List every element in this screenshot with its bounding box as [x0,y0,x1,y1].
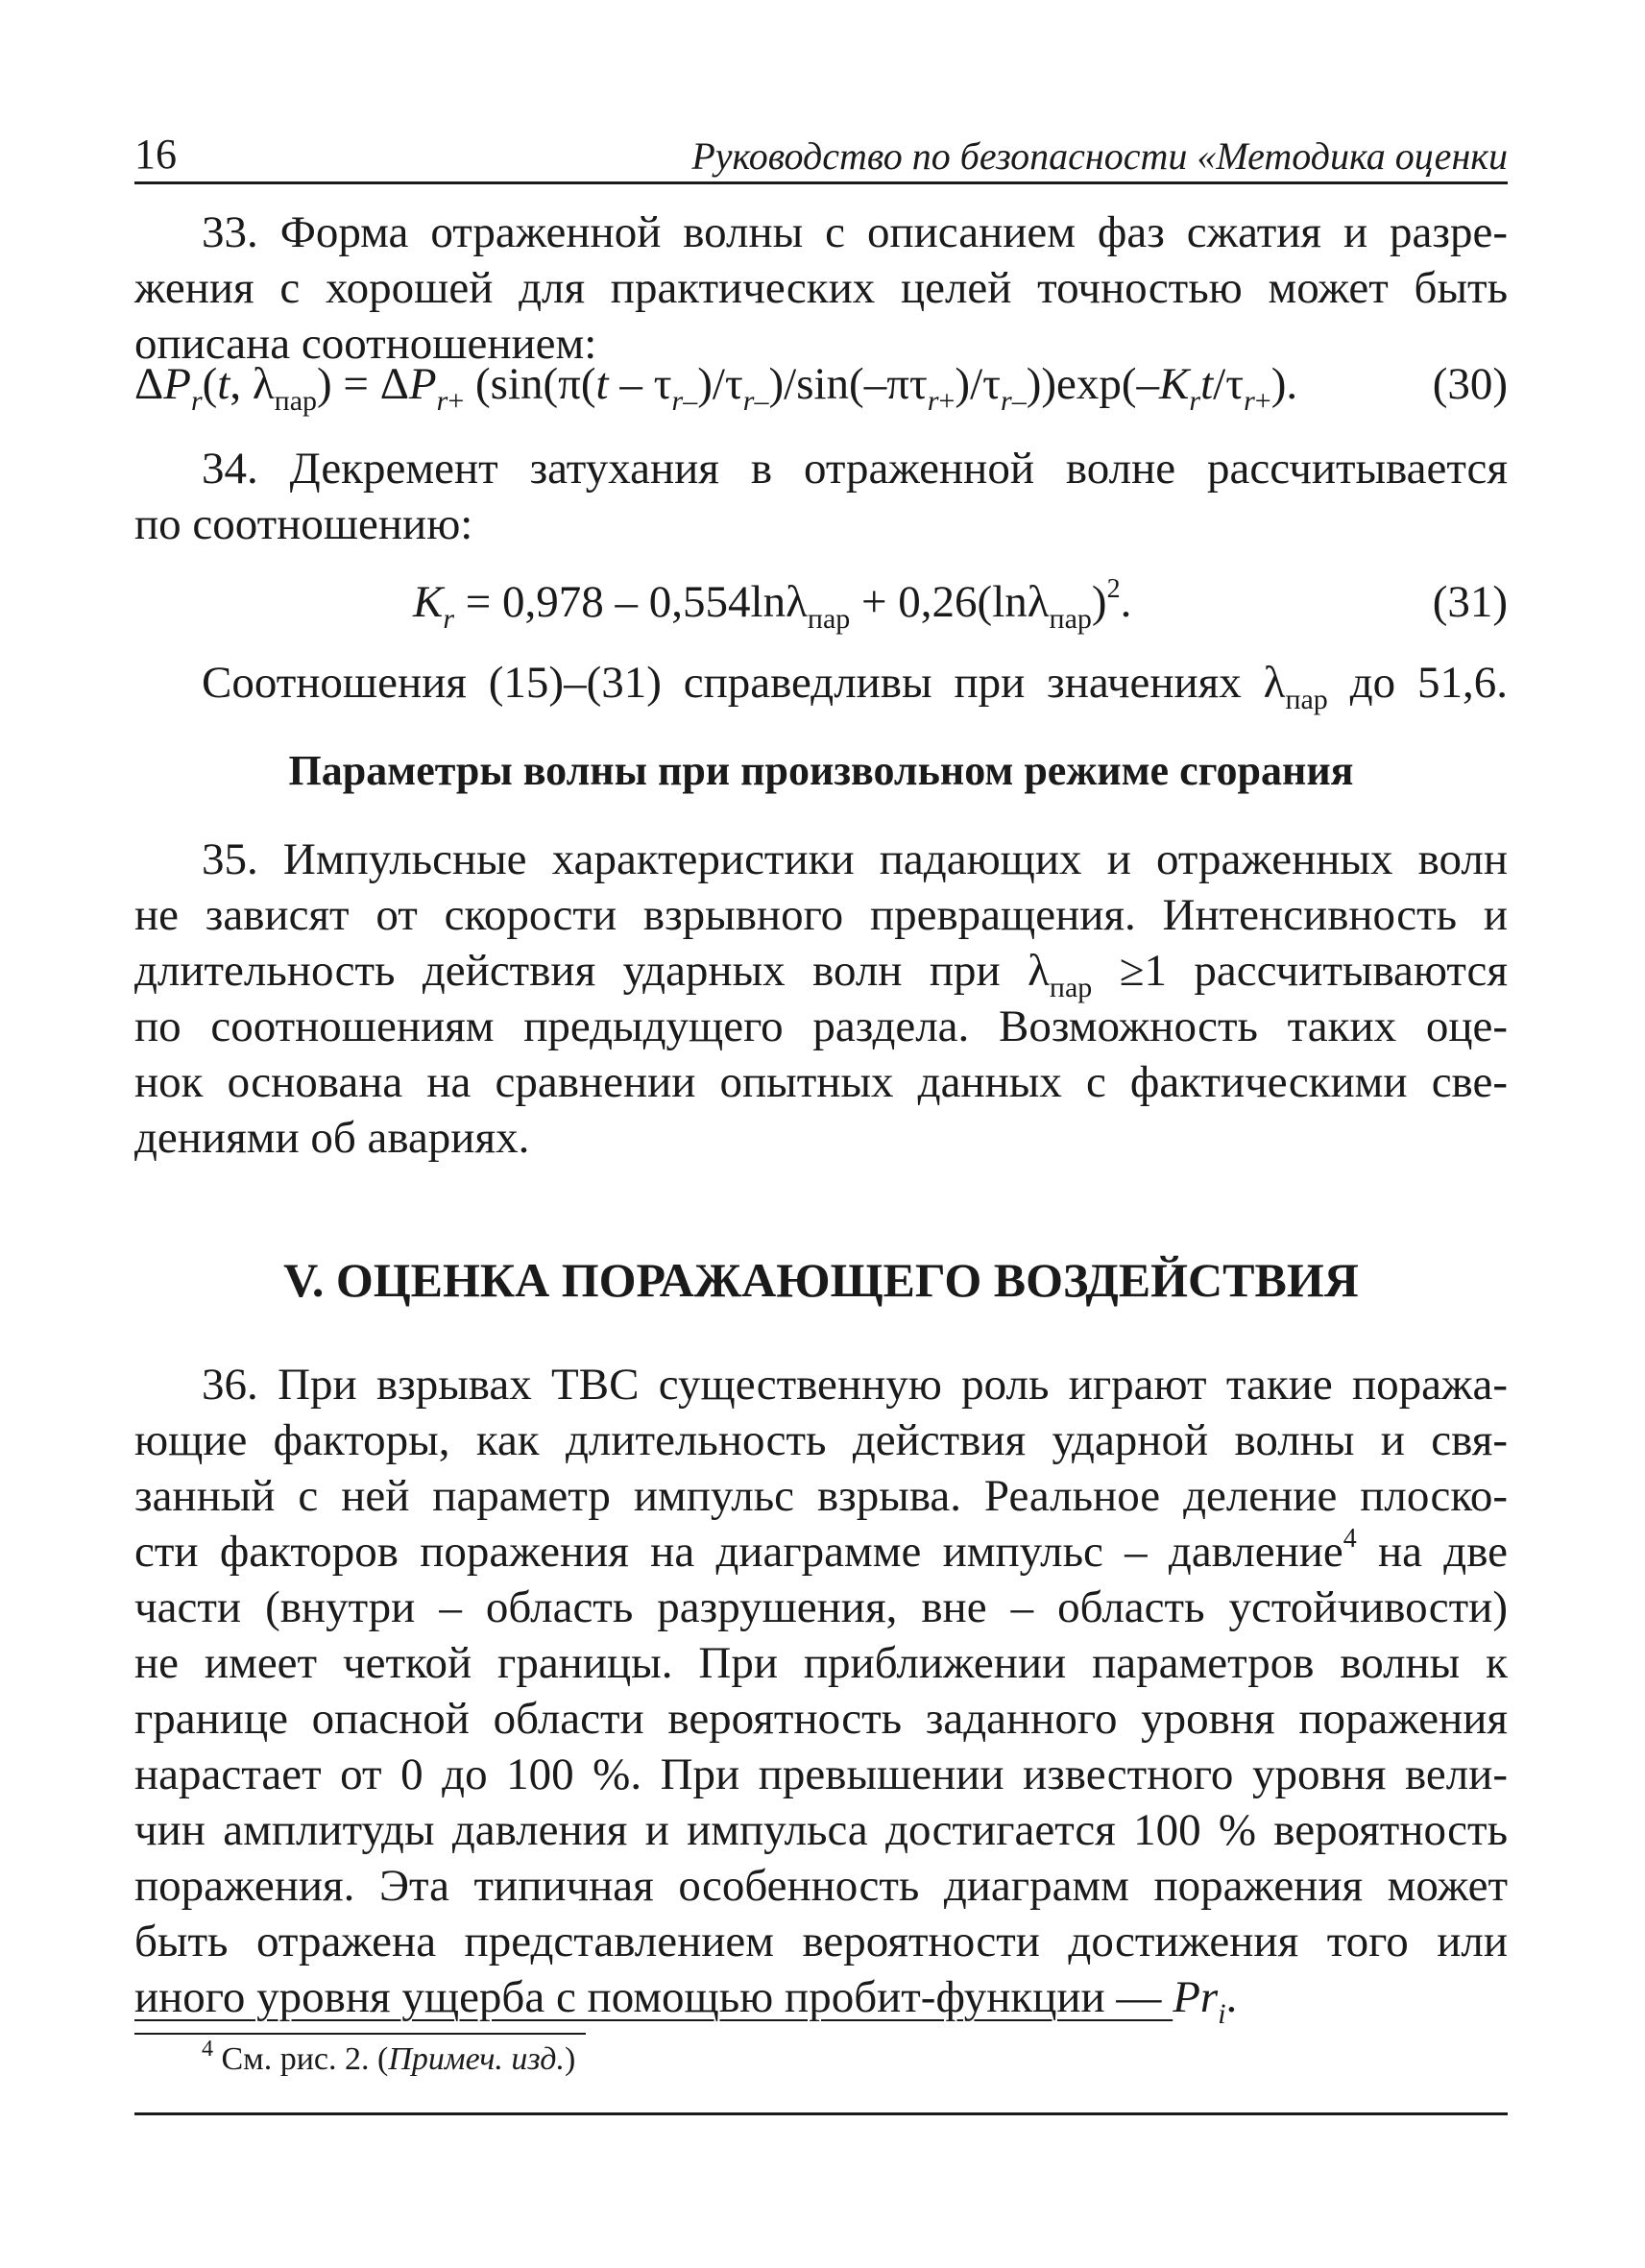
formula-30 [134,356,1508,417]
text-line: описана соотношением: [134,319,597,369]
paragraph-34 [134,441,1508,552]
text-line: нок основана на сравнении опытных данных с фактическими све- [134,1057,1508,1107]
footnote-reference: 4 [1343,1524,1357,1554]
bottom-rule [134,2112,1508,2115]
footnote: $^4$ См. рис. 2. (Примеч. изд.) [202,2037,576,2077]
formula-31 [134,574,1508,635]
page-number: 16 [134,131,177,178]
text-line: быть отражена представлением вероятности достижения того или [134,1917,1508,1966]
equation-number: (31) [1432,577,1508,627]
text-line: поражения. Эта типичная особенность диаграмм поражения может [134,1861,1508,1911]
text-line: 33. Форма отраженной волны с описанием фаз сжатия и разре- [202,207,1508,257]
text-line: иного уровня ущерба с помощью пробит-функции — $Pr_i$. [134,1972,1238,2030]
header-rule [134,181,1508,184]
footnote-rule [134,2033,586,2035]
page-header [134,127,1508,184]
paragraph-36 [134,1357,1508,2030]
text-line: Соотношения (15)–(31) справедливы при значениях $\lambda_{пар}$ до 51,6. [202,658,1508,715]
document-page [134,0,1508,2268]
formula-30-expression: $\Delta P_r(t$, $\lambda_{пар}) = \Delta P_{r+}$ $(\sin(\pi(t - \tau_{r-})/\tau_{r-})/\sin(-\pi\tau_{r+})/\tau_{r-}))\exp(-K_rt/\tau_{r+})$. [134,359,1298,417]
text-line: 36. При взрывах ТВС существенную роль играют такие поража- [202,1360,1508,1410]
text-line: не зависят от скорости взрывного превращения. Интенсивность и [134,890,1508,940]
section-subheading: Параметры волны при произвольном режиме сгорания [288,747,1354,794]
text-line: 35. Импульсные характеристики падающих и отраженных волн [202,834,1508,884]
formula-31-expression: $K_r = 0,978 - 0,554\ln\lambda_{пар} + 0,26(\ln\lambda_{пар})^2$. [413,574,1132,635]
text-line: по соотношениям предыдущего раздела. Возможность таких оце- [134,1001,1508,1051]
equation-number: (30) [1432,359,1508,409]
text-line: сти факторов поражения на диаграмме импульс – давление$^4$ на две [134,1524,1508,1577]
text-line: части (внутри – область разрушения, вне – область устойчивости) [134,1582,1508,1632]
text-line: длительность действия ударных волн при $\lambda_{пар} \ge 1$ рассчитываются [134,946,1509,1003]
text-line: 34. Декремент затухания в отраженной волне рассчитывается [202,444,1508,494]
text-line: ющие факторы, как длительность действия ударной волны и свя- [134,1415,1508,1465]
validity-statement [134,655,1508,715]
text-line: чин амплитуды давления и импульса достигается 100 % вероятность [134,1805,1508,1855]
text-line: занный с ней параметр импульс взрыва. Реальное деление плоско- [134,1471,1508,1521]
running-title: Руководство по безопасности «Методика оценки [691,134,1508,178]
text-line: дениями об авариях. [134,1113,530,1163]
paragraph-35 [134,832,1508,1166]
text-line: по соотношению: [134,499,473,549]
text-line: нарастает от 0 до 100 %. При превышении известного уровня вели- [134,1749,1508,1799]
text-line: жения с хорошей для практических целей точностью может быть [134,263,1508,313]
chapter-title: V. ОЦЕНКА ПОРАЖАЮЩЕГО ВОЗДЕЙСТВИЯ [283,1253,1359,1307]
text-line: не имеет четкой границы. При приближении параметров волны к [134,1638,1508,1688]
text-line: границе опасной области вероятность заданного уровня поражения [134,1694,1508,1744]
paragraph-33 [134,205,1508,372]
